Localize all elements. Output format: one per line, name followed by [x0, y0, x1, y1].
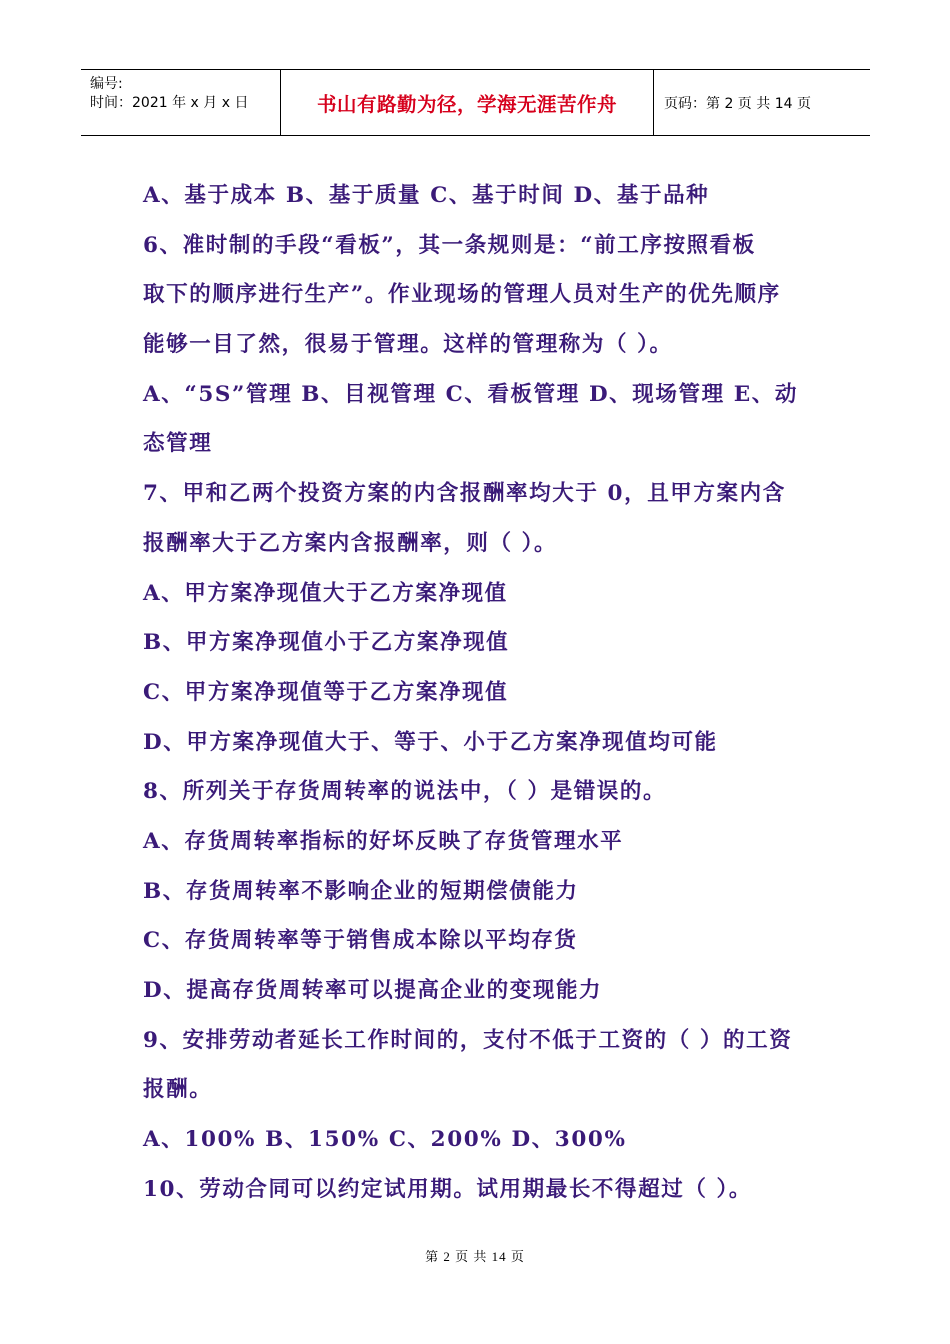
- text-line: 报酬。: [143, 1077, 213, 1103]
- text-line: 7、甲和乙两个投资方案的内含报酬率均大于 0，且甲方案内含: [143, 481, 786, 507]
- code-label: 编号:: [90, 76, 123, 92]
- text-line: C、甲方案净现值等于乙方案净现值: [143, 679, 509, 705]
- document-header: [81, 69, 870, 136]
- header-page-info: 页码：第 2 页 共 14 页: [664, 95, 811, 112]
- text-line: B、存货周转率不影响企业的短期偿债能力: [143, 878, 579, 904]
- text-line: 10、劳动合同可以约定试用期。试用期最长不得超过（ ）。: [143, 1176, 752, 1202]
- text-line: A、甲方案净现值大于乙方案净现值: [143, 580, 508, 606]
- text-line: D、甲方案净现值大于、等于、小于乙方案净现值均可能: [143, 729, 718, 755]
- text-line: 6、准时制的手段“看板”，其一条规则是：“前工序按照看板: [143, 232, 756, 258]
- text-line: D、提高存货周转率可以提高企业的变现能力: [143, 978, 603, 1003]
- text-line: 态管理: [143, 431, 213, 457]
- time-label: 时间：2021 年 x 月 x 日: [90, 95, 249, 111]
- text-line: 8、所列关于存货周转率的说法中，（ ）是错误的。: [143, 779, 667, 805]
- text-line: A、基于成本 B、基于质量 C、基于时间 D、基于品种: [143, 183, 710, 208]
- text-line: B、甲方案净现值小于乙方案净现值: [143, 630, 510, 656]
- text-line: A、100% B、150% C、200% D、300%: [143, 1127, 627, 1153]
- header-motto: 书山有路勤为径，学海无涯苦作舟: [281, 70, 654, 135]
- header-meta-cell: [81, 70, 281, 135]
- text-line: 能够一目了然，很易于管理。这样的管理称为（ ）。: [143, 332, 673, 358]
- document-body: [143, 171, 873, 1214]
- text-line: 取下的顺序进行生产”。作业现场的管理人员对生产的优先顺序: [143, 282, 781, 308]
- page-footer: 第 2 页 共 14 页: [425, 1249, 525, 1264]
- text-line: 9、安排劳动者延长工作时间的，支付不低于工资的（ ）的工资: [143, 1027, 793, 1053]
- text-line: A、存货周转率指标的好坏反映了存货管理水平: [143, 828, 624, 854]
- text-line: 报酬率大于乙方案内含报酬率，则（ ）。: [143, 530, 558, 556]
- text-line: A、“5S”管理 B、目视管理 C、看板管理 D、现场管理 E、动: [143, 381, 798, 407]
- text-line: C、存货周转率等于销售成本除以平均存货: [143, 928, 578, 954]
